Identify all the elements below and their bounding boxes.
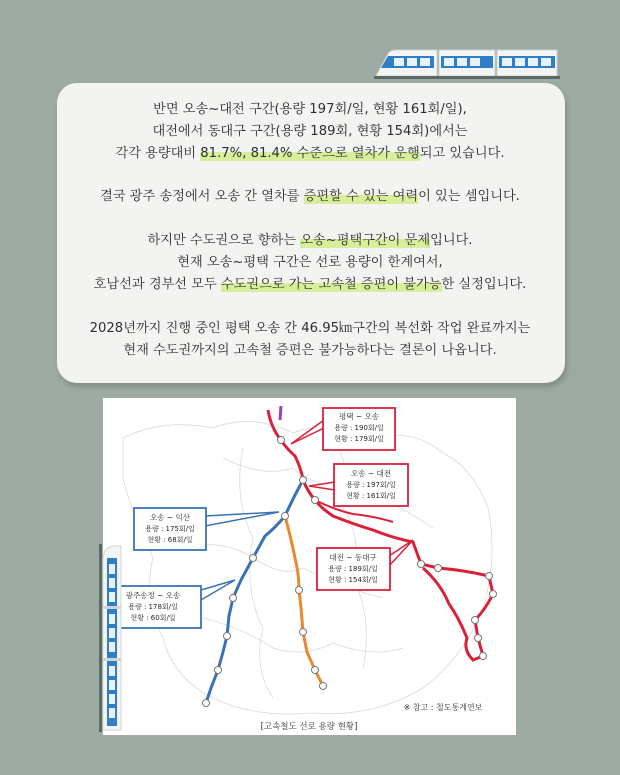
callout-current: 현황 : 68회/일 xyxy=(147,536,193,544)
text-segment: 호남선과 경부선 모두 xyxy=(93,277,221,292)
text-segment: 입니다. xyxy=(430,233,473,248)
map-caption: [고속철도 선로 용량 현황] xyxy=(260,722,358,732)
rail-line-orange xyxy=(285,516,323,686)
text-segment: 한 실정입니다. xyxy=(441,277,527,292)
callout-title: 오송 ~ 대전 xyxy=(350,469,392,478)
callout-capacity: 용량 : 175회/일 xyxy=(145,525,195,533)
highlight-text: 수도권으로 가는 고속철 증편이 불가능 xyxy=(220,277,442,292)
text-segment: 결국 광주 송정에서 오송 간 열차를 xyxy=(100,189,304,204)
callout-capacity: 용량 : 178회/일 xyxy=(128,603,178,611)
rail-line-purple xyxy=(280,406,281,420)
paragraph-3-line-1 xyxy=(0,230,620,252)
callout-capacity: 용량 : 190회/일 xyxy=(334,424,384,432)
callout-title: 오송 ~ 익산 xyxy=(149,513,191,522)
source-note: ※ 참고 : 철도통계연보 xyxy=(403,703,483,712)
highlight-text: 81.7%, 81.4% 수준으로 열차가 운행 xyxy=(200,146,420,161)
callout-capacity: 용량 : 189회/일 xyxy=(328,565,378,573)
text-segment: 하지만 수도권으로 향하는 xyxy=(147,233,301,248)
callout-current: 현황 : 60회/일 xyxy=(130,614,176,622)
highlight-text: 증편할 수 있는 여력 xyxy=(303,189,419,204)
paragraph-3-line-3 xyxy=(0,274,620,296)
paragraph-1-line-2: 대전에서 동대구 구간(용량 189회, 현황 154회)에서는 xyxy=(152,124,468,139)
paragraph-4-line-2: 현재 수도권까지의 고속철 증편은 불가능하다는 결론이 나옵니다. xyxy=(123,343,497,358)
paragraph-1-line-1: 반면 오송~대전 구간(용량 197회/일, 현황 161회/일), xyxy=(153,102,467,117)
paragraph-2 xyxy=(0,186,620,208)
callout-current: 현황 : 161회/일 xyxy=(346,492,396,500)
callout-title: 광주송정 ~ 오송 xyxy=(125,591,181,600)
paragraph-3-line-2: 현재 오송~평택 구간은 선로 용량이 한계여서, xyxy=(177,255,443,270)
text-segment: 각각 용량대비 xyxy=(115,146,201,161)
train-icon xyxy=(374,48,560,80)
rail-map-graphic xyxy=(103,398,516,735)
callout-current: 현황 : 154회/일 xyxy=(328,576,378,584)
train-icon xyxy=(99,544,125,732)
callout-title: 대전 ~ 동대구 xyxy=(329,553,377,562)
rail-map xyxy=(103,398,516,735)
callout-osong-iksan xyxy=(134,508,279,550)
callout-current: 현황 : 179회/일 xyxy=(334,435,384,443)
highlight-text: 오송~평택구간이 문제 xyxy=(300,233,431,248)
callout-capacity: 용량 : 197회/일 xyxy=(346,481,396,489)
callout-title: 평택 ~ 오송 xyxy=(338,412,380,421)
callout-daejeon-dongdaegu xyxy=(317,540,413,590)
paragraph-4-line-1: 2028년까지 진행 중인 평택 오송 간 46.95㎞구간의 복선화 작업 완료까지는 xyxy=(89,321,531,336)
text-segment: 되고 있습니다. xyxy=(419,146,505,161)
text-segment: 이 있는 셈입니다. xyxy=(418,189,520,204)
paragraph-1-line-3 xyxy=(0,143,620,165)
callout-osong-daejeon xyxy=(309,464,408,506)
